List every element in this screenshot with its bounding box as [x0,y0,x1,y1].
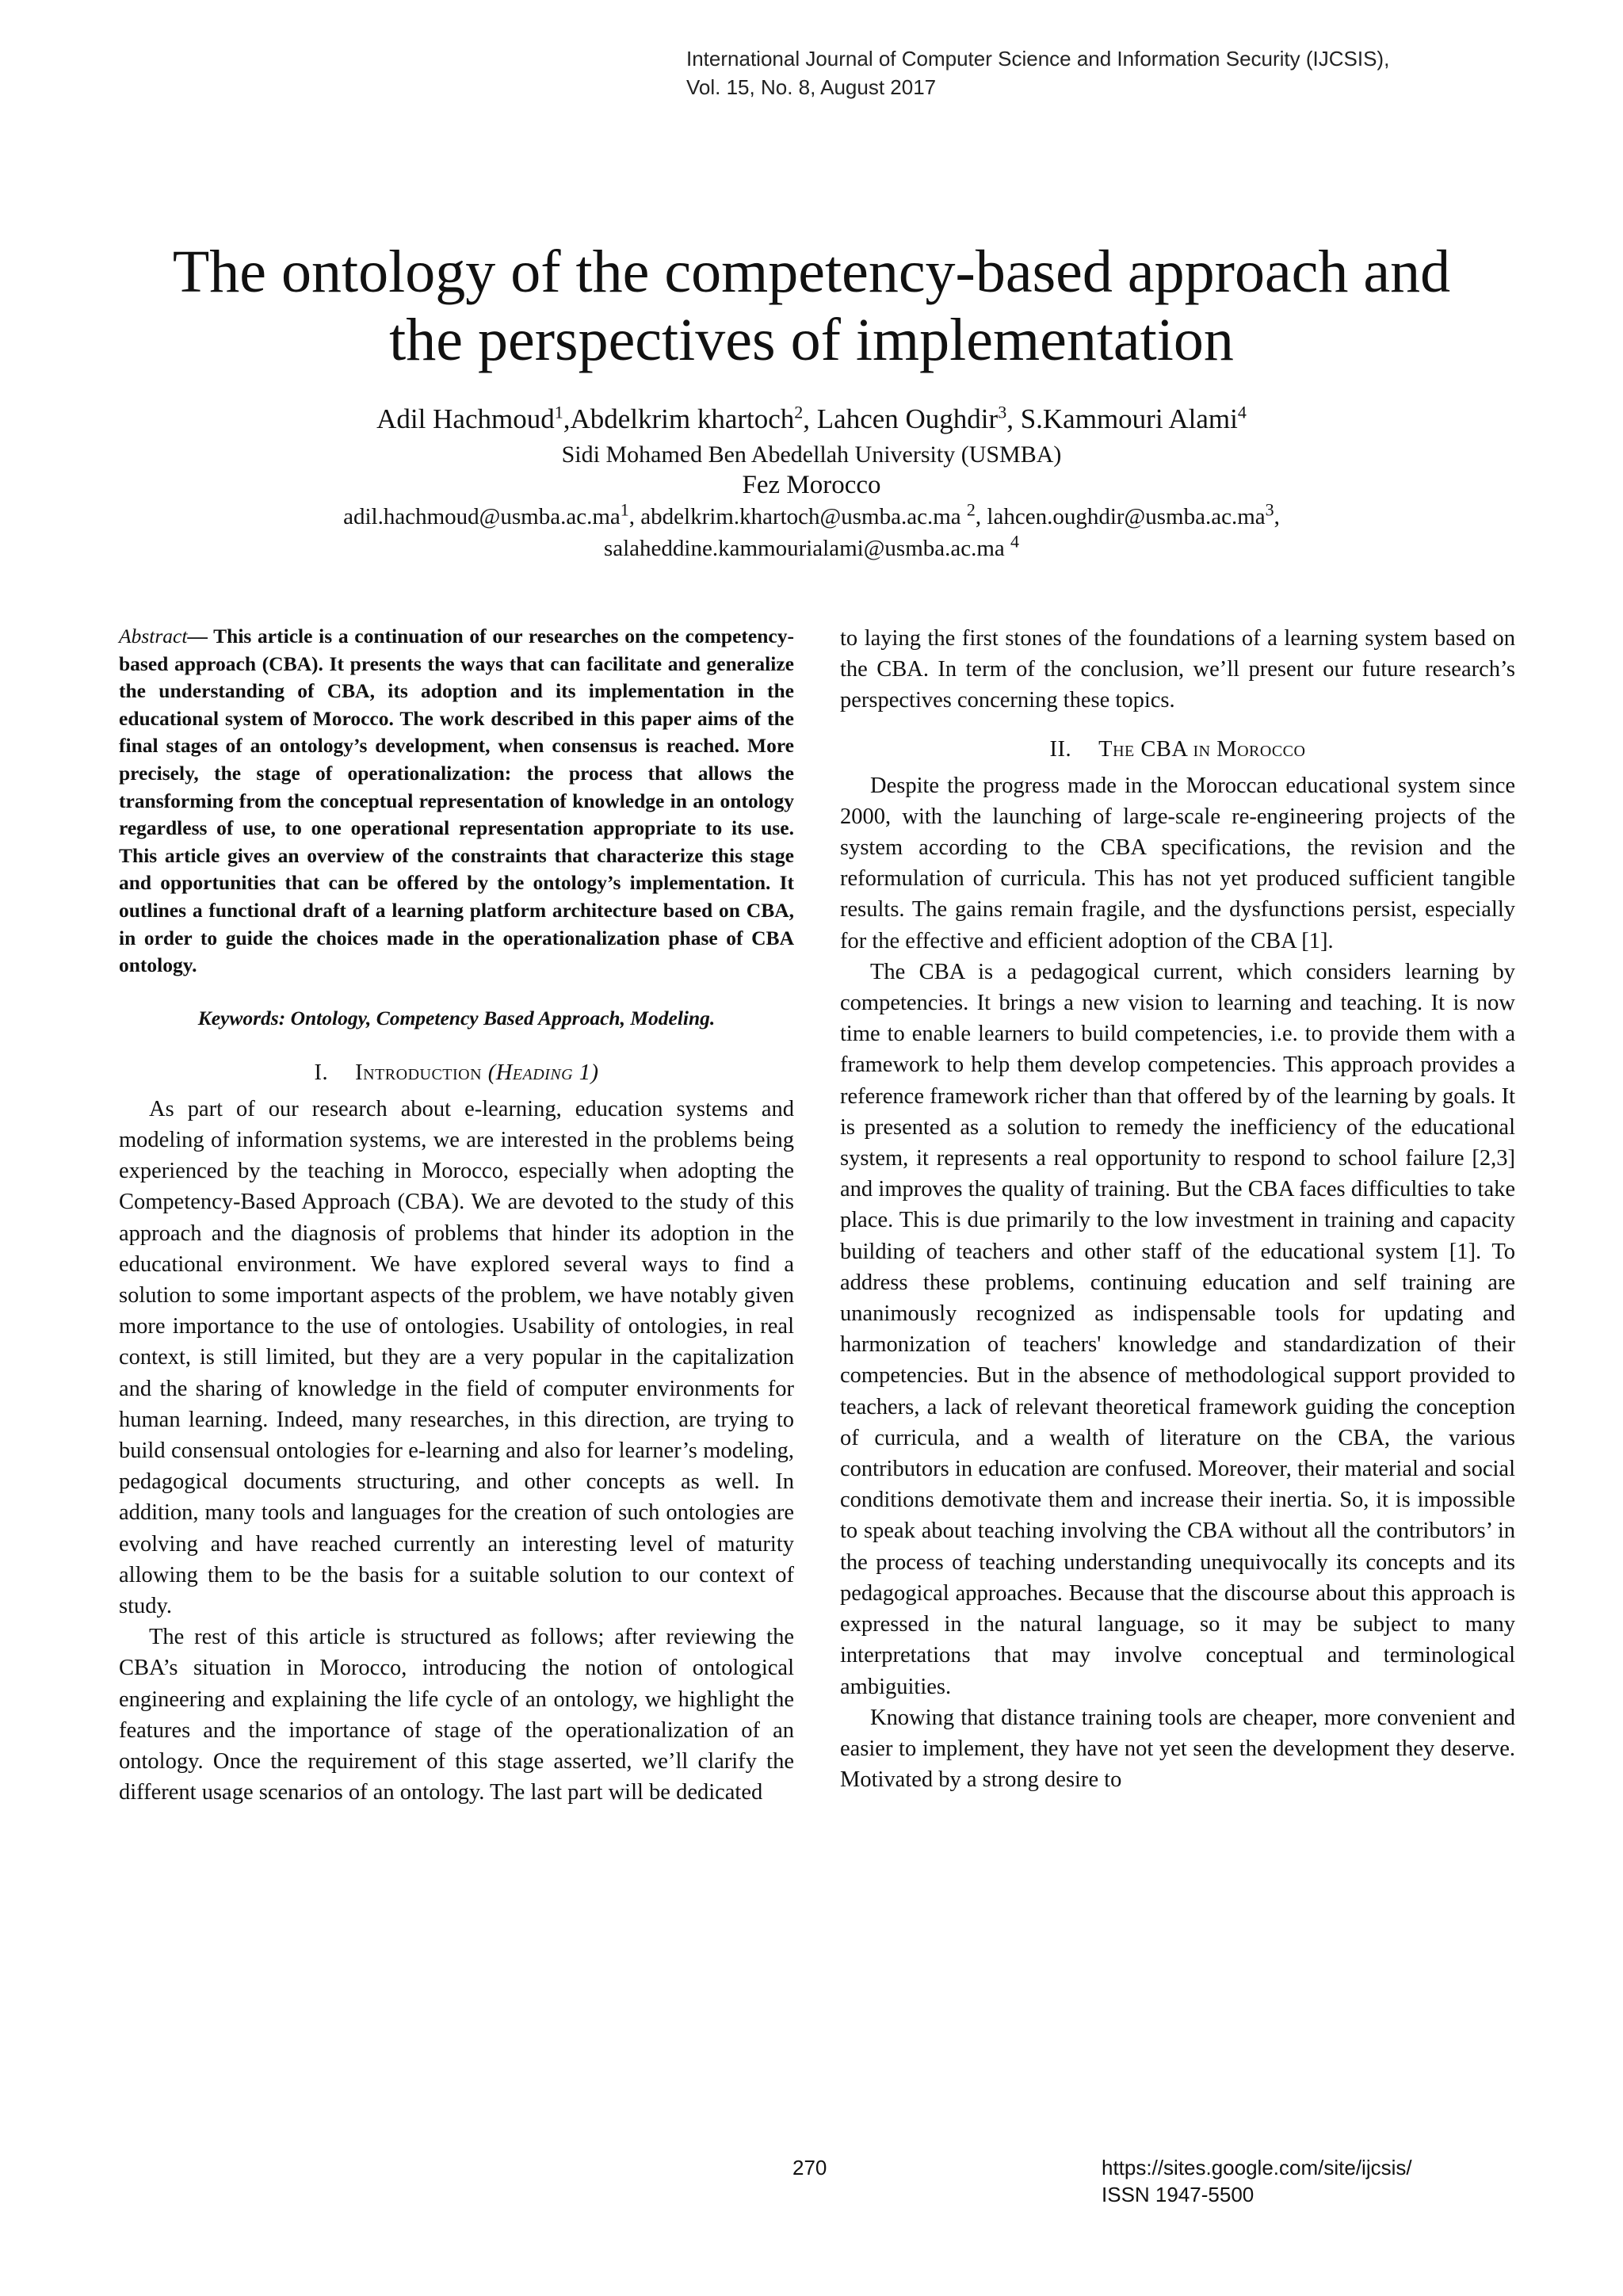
author-affil-mark: 4 [1237,402,1247,422]
section-title-word: Morocco [1216,736,1306,762]
cba-paragraph-1: Despite the progress made in the Moroccan educational system since 2000, with the launching of large-scale re-engineering projects of the system according to the CBA specifications, the revision and the reformulation of curricula. This has not yet produced sufficient tangible results. The gains remain fragile, and the dysfunctions persist, especially for the effective and efficient adoption of the CBA [1]. [840,773,1515,953]
author-name: ,Abdelkrim khartoch [563,403,795,434]
section-title-word: CBA [1140,736,1187,762]
author-name: Adil Hachmoud [376,403,555,434]
author-affil-mark: 1 [554,402,563,422]
intro-paragraph-2: The rest of this article is structured as follows; after reviewing the CBA’s situation in Morocco, introducing the notion of ontological engineering and explaining the life cycle of an ontology, we highlight the features and the importance of stage of the operationalization of an ontology. Once the requirement of this stage asserted, we’ll clarify the different usage scenarios of an ontology. The last part will be dedicated [119,1625,794,1805]
section-heading-cba-morocco [840,734,1515,766]
section-title-word: in [1193,736,1211,762]
journal-header [686,44,1389,101]
paper-title-line1: The ontology of the competency-based approach and [172,239,1451,305]
author-name: , Lahcen Oughdir [803,403,999,434]
author-affil-mark: 2 [794,402,804,422]
author-name: , S.Kammouri Alami [1006,403,1238,434]
abstract [119,623,794,980]
journal-name: International Journal of Computer Science and Information Security (IJCSIS), [686,47,1390,71]
section-number: II. [1049,736,1072,762]
author-emails [0,501,1623,564]
section-heading-introduction [119,1057,794,1089]
section-subtitle: (Heading 1) [487,1060,599,1085]
abstract-label: Abstract [119,625,188,648]
email-link[interactable]: adil.hachmoud@usmba.ac.ma [343,504,621,529]
intro-paragraph-1: As part of our research about e-learning, education systems and modeling of information systems, we are interested in the problems being experienced by the teaching in Morocco, especially when adopting the Competency-Based Approach (CBA). We are devoted to the study of this approach and the diagnosis of problems that hinder its adoption in the educational environment. We have explored several ways to find a solution to some important aspects of the problem, we have notably given more importance to the use of ontologies. Usability of ontologies, in real context, is still limited, but they are a very popular in the capitalization and the sharing of knowledge in the field of computer environments for human learning. Indeed, many researches, in this direction, are trying to build consensual ontologies for e-learning and also for learner’s modeling, pedagogical documents structuring, and other concepts as well. In addition, many tools and languages for the creation of such ontologies are evolving and have reached currently an interesting level of maturity allowing them to be the basis for a suitable solution to our context of study. [119,1096,794,1618]
intro-paragraph-2-continued: to laying the first stones of the foundations of a learning system based on the CBA. In term of the conclusion, we’ll present our future research’s perspectives concerning these topics. [840,626,1515,713]
email-link[interactable]: , abdelkrim.khartoch@usmba.ac.ma [628,504,967,529]
email-mark: 3 [1265,499,1274,520]
email-line-2 [0,533,1623,564]
paper-title [0,238,1623,374]
email-link[interactable]: , lahcen.oughdir@usmba.ac.ma [975,504,1266,529]
keywords: Keywords: Ontology, Competency Based Approach, Modeling. [197,1006,716,1030]
journal-url[interactable]: https://sites.google.com/site/ijcsis/ [1102,2156,1412,2179]
journal-volume: Vol. 15, No. 8, August 2017 [686,75,937,99]
email-link[interactable]: salaheddine.kammourialami@usmba.ac.ma [603,536,1011,561]
section-number: I. [314,1060,329,1085]
issn: ISSN 1947-5500 [1102,2183,1254,2206]
section-title: Introduction [355,1060,483,1085]
page-number: 270 [792,2156,827,2179]
paper-title-line2: the perspectives of implementation [389,307,1234,373]
affiliation-city: Fez Morocco [742,471,881,499]
footer-info [1102,2154,1412,2208]
cba-paragraph-3: Knowing that distance training tools are cheaper, more convenient and easier to implement, they have not yet seen the development they deserve. Motivated by a strong desire to [840,1705,1515,1793]
email-mark: 4 [1010,531,1020,552]
author-affil-mark: 3 [998,402,1007,422]
abstract-text: — This article is a continuation of our researches on the competency-based approach (CBA). It presents the ways that can facilitate and generalize the understanding of CBA, its adoption and its implementation in the educational system of Morocco. The work described in this paper aims of the final stages of an ontology’s development, when consensus is reached. More precisely, the stage of operationalization: the process that allows the transforming from the conceptual representation of knowledge in an ontology regardless of use, to one operational representation appropriate to its use. This article gives an overview of the constraints that characterize this stage and opportunities that can be offered by the ontology’s implementation. It outlines a functional draft of a learning platform architecture based on CBA, in order to guide the choices made in the operationalization phase of CBA ontology. [119,625,794,977]
author-list [0,403,1623,436]
email-mark: 2 [966,499,976,520]
section-title-word: The [1098,736,1135,762]
cba-paragraph-2: The CBA is a pedagogical current, which considers learning by competencies. It brings a new vision to learning and teaching. It is now time to enable learners to build competencies, i.e. to provide them with a framework to help them develop competencies. This approach provides a reference framework richer than that offered by of the learning by goals. It is presented as a solution to remedy the inefficiency of the educational system, it represents a real opportunity to respond to school failure [2,3] and improves the quality of training. But the CBA faces difficulties to take place. This is due primarily to the low investment in training and capacity building of teachers and other staff of the educational system [1]. To address these problems, continuing education and self training are unanimously recognized as indispensable tools for updating and harmonization of teachers' knowledge and standardization of their competencies. But in the absence of methodological support provided to teachers, a lack of relevant theoretical framework guiding the conception of curricula, and a wealth of literature on the CBA, the various contributors in education are confused. Moreover, their material and social conditions demotivate them and increase their inertia. So, it is impossible to speak about teaching involving the CBA without all the contributors’ in the process of teaching understanding unequivocally its concepts and its pedagogical approaches. Because that the discourse about this approach is expressed in the natural language, so it may be subject to many interpretations that may involve conceptual and terminological ambiguities. [840,959,1515,1699]
email-line-1 [0,501,1623,533]
email-mark: 1 [620,499,629,520]
affiliation-university: Sidi Mohamed Ben Abedellah University (USMBA) [561,441,1062,468]
email-separator: , [1274,504,1280,529]
left-column [119,623,794,1808]
right-column [840,623,1515,1795]
